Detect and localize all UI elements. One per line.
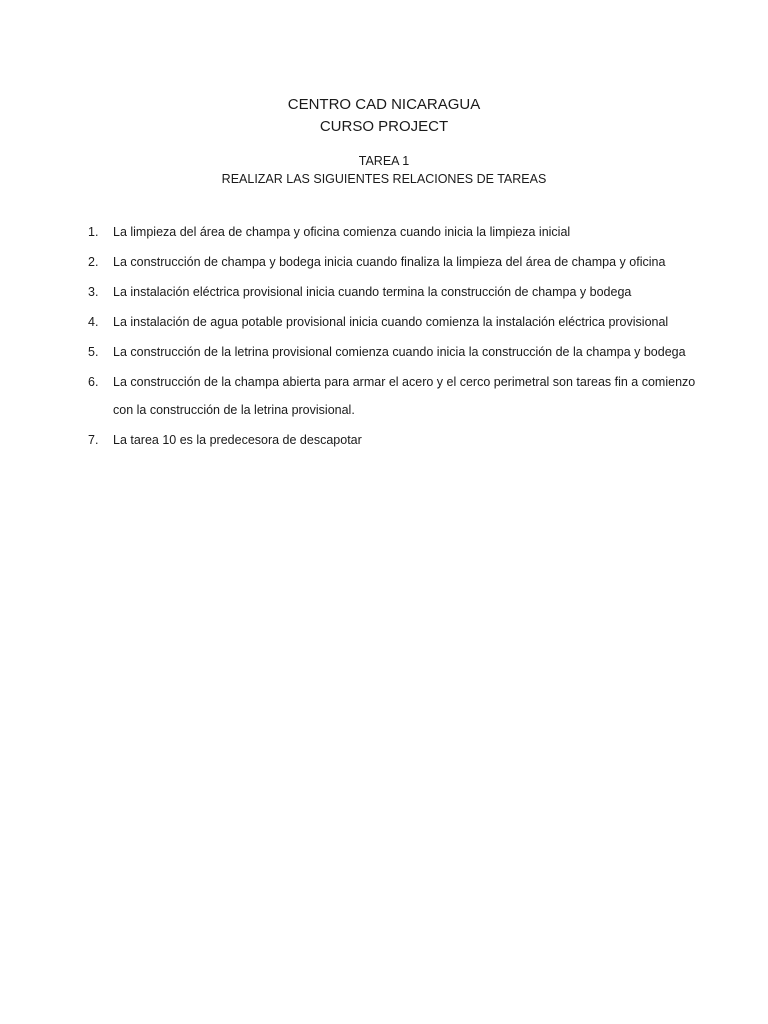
assignment-header — [0, 152, 768, 188]
list-item — [88, 248, 702, 276]
assignment-title: TAREA 1 — [358, 154, 410, 168]
list-item — [88, 278, 702, 306]
organization-title: CENTRO CAD NICARAGUA — [287, 96, 481, 113]
list-item-text: La tarea 10 es la predecesora de descapotar — [113, 433, 362, 447]
course-title: CURSO PROJECT — [319, 118, 449, 135]
list-item — [88, 218, 702, 246]
list-item-text: La instalación eléctrica provisional inicia cuando termina la construcción de champa y bodega — [113, 285, 632, 299]
task-list — [88, 218, 702, 454]
list-item-number: 5. — [88, 345, 99, 359]
list-item-number: 3. — [88, 285, 99, 299]
list-item-number: 2. — [88, 255, 99, 269]
list-item-number: 4. — [88, 315, 99, 329]
list-item — [88, 368, 702, 424]
assignment-instructions: REALIZAR LAS SIGUIENTES RELACIONES DE TAREAS — [221, 172, 547, 186]
list-item-text: La construcción de champa y bodega inicia cuando finaliza la limpieza del área de champa y oficina — [113, 255, 666, 269]
list-item-text: La construcción de la letrina provisional comienza cuando inicia la construcción de la champa y bodega — [113, 345, 686, 359]
list-item — [88, 426, 702, 454]
list-item-text: La construcción de la champa abierta para armar el acero y el cerco perimetral son tareas fin a comienzo con la construcción de la letrina provisional. — [113, 375, 696, 417]
list-item-text: La instalación de agua potable provisional inicia cuando comienza la instalación eléctrica provisional — [113, 315, 669, 329]
list-item-number: 7. — [88, 433, 99, 447]
list-item — [88, 308, 702, 336]
list-item-number: 6. — [88, 375, 99, 389]
list-item-number: 1. — [88, 225, 99, 239]
list-item — [88, 338, 702, 366]
list-item-text: La limpieza del área de champa y oficina comienza cuando inicia la limpieza inicial — [113, 225, 571, 239]
document-header — [0, 0, 768, 138]
